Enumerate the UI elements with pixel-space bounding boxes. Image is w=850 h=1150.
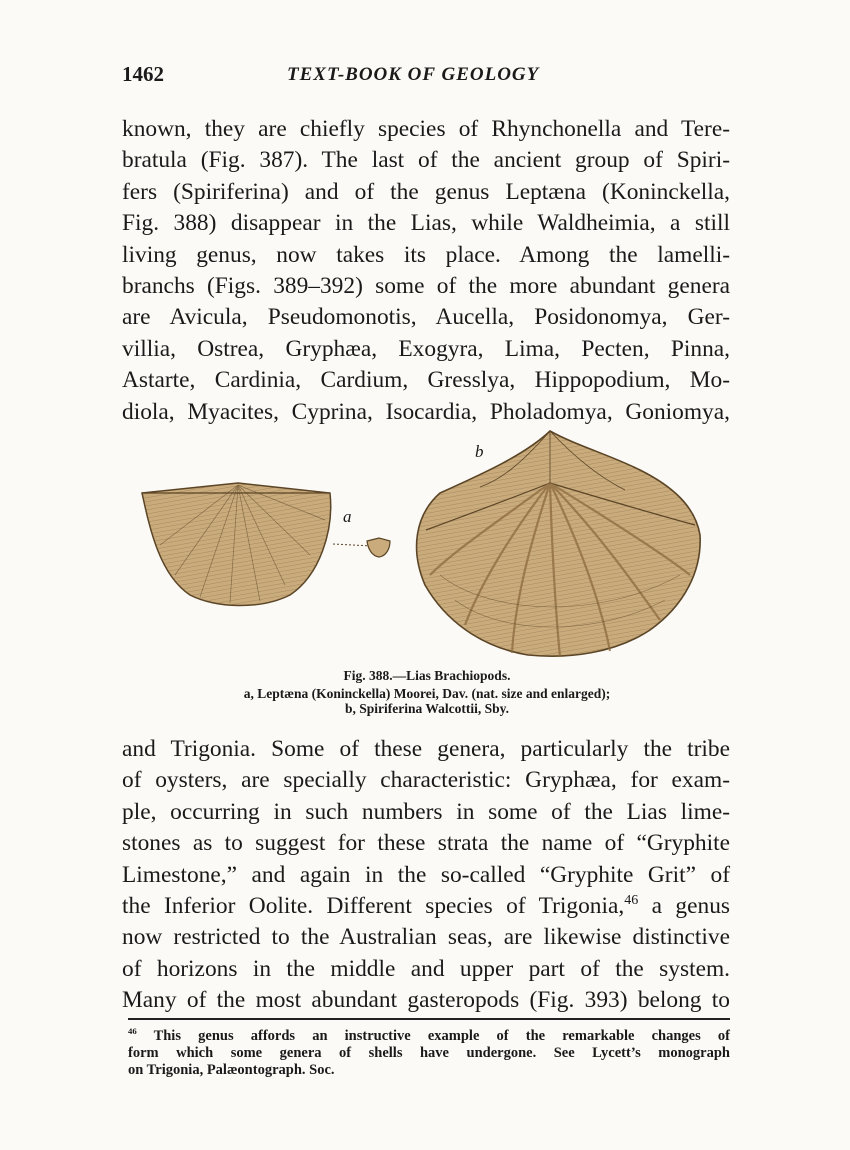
- footnote-divider: [128, 1018, 730, 1020]
- text-line: Limestone,” and again in the so-called “Gryphite Grit” of: [122, 861, 730, 888]
- text-line: are Avicula, Pseudomonotis, Aucella, Posidonomya, Ger-: [122, 304, 730, 331]
- text-line: of horizons in the middle and upper part of the system.: [122, 955, 730, 982]
- figure-caption-title: Fig. 388.—Lias Brachiopods.: [343, 668, 511, 683]
- figure-label-a: a: [343, 507, 352, 526]
- text-line: living genus, now takes its place. Among the lamelli-: [122, 241, 730, 268]
- paragraph-bottom: [122, 734, 730, 1017]
- text-line: and Trigonia. Some of these genera, particularly the tribe: [122, 736, 730, 762]
- text-line: Many of the most abundant gasteropods (Fig. 393) belong to: [122, 987, 730, 1014]
- shell-b-icon: [417, 431, 701, 657]
- line-head: the Inferior Oolite. Different species of Trigonia,: [122, 892, 625, 919]
- text-line: known, they are chiefly species of Rhynchonella and Tere-: [122, 116, 730, 142]
- shell-a-large-icon: [142, 483, 331, 606]
- footnote-marker: 46: [128, 1026, 137, 1037]
- footnote: [128, 1028, 730, 1079]
- text-line: of oysters, are specially characteristic: Gryphæa, for exam-: [122, 767, 730, 794]
- figure-caption-b: b, Spiriferina Walcottii, Sby.: [344, 701, 510, 716]
- figure-388: [120, 425, 740, 660]
- running-head: [122, 62, 732, 92]
- text-line: now restricted to the Australian seas, are likewise distinctive: [122, 924, 730, 951]
- text-line-with-footnote: [122, 891, 730, 922]
- footnote-line: form which some genera of shells have undergone. See Lycett’s monograph: [128, 1045, 730, 1061]
- page-number: 1462: [122, 62, 164, 86]
- footnote-text: This genus affords an instructive example of the remarkable changes of: [136, 1028, 730, 1044]
- brachiopod-illustration: [120, 425, 740, 660]
- shell-a-small-icon: [367, 538, 390, 557]
- line-tail: a genus: [638, 892, 730, 919]
- figure-caption-a: a, Leptæna (Koninckella) Moorei, Dav. (nat. size and enlarged);: [243, 686, 611, 701]
- text-line: stones as to suggest for these strata the name of “Gryphite: [122, 830, 730, 857]
- text-line: Astarte, Cardinia, Cardium, Gresslya, Hippopodium, Mo-: [122, 367, 730, 394]
- text-line: diola, Myacites, Cyprina, Isocardia, Pholadomya, Goniomya,: [122, 398, 730, 425]
- text-line: ple, occurring in such numbers in some of the Lias lime-: [122, 798, 730, 825]
- text-line: Fig. 388) disappear in the Lias, while Waldheimia, a still: [122, 210, 730, 237]
- text-line: fers (Spiriferina) and of the genus Leptæna (Koninckella,: [122, 178, 730, 205]
- text-line: bratula (Fig. 387). The last of the ancient group of Spiri-: [122, 147, 730, 174]
- figure-label-b: b: [475, 442, 484, 461]
- footnote-reference[interactable]: 46: [624, 892, 639, 909]
- paragraph-top: [122, 114, 730, 428]
- text-line: villia, Ostrea, Gryphæa, Exogyra, Lima, Pecten, Pinna,: [122, 335, 730, 362]
- footnote-line: [128, 1028, 730, 1045]
- footnote-line: on Trigonia, Palæontograph. Soc.: [128, 1062, 335, 1078]
- running-title: TEXT-BOOK OF GEOLOGY: [287, 64, 540, 85]
- text-line: branchs (Figs. 389–392) some of the more abundant genera: [122, 272, 730, 299]
